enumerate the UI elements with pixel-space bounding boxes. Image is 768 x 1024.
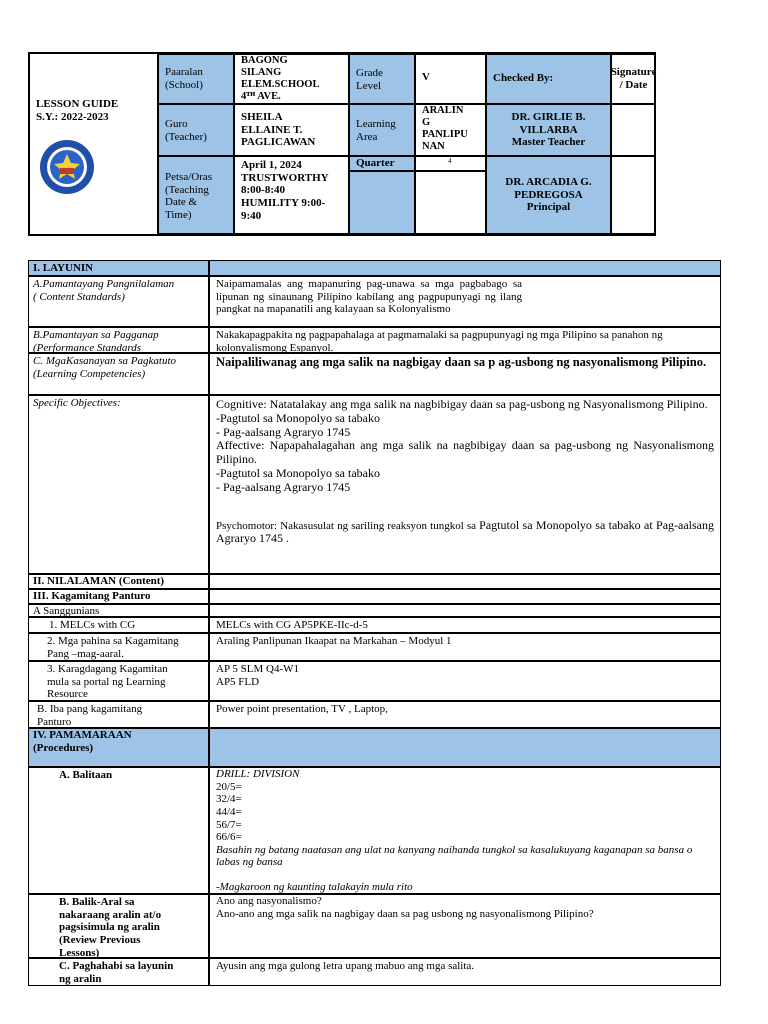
learning-area-label: Learning Area (349, 104, 415, 156)
psychomotor-objective: Psychomotor: Nakasusulat ng sariling reaksyon tungkol sa Pagtutol sa Monopolyo sa tabako at Pag-aalsang Agraryo 1745 . (216, 517, 714, 546)
quarter-value-cell (415, 156, 486, 171)
melcs-label: 1. MELCs with CG (28, 617, 209, 633)
balitaan-note: Basahin ng batang naatasan ang ulat na kanyang naihanda tungkol sa kasalukuyang kaganapan sa bansa o labas ng bansa (216, 843, 693, 869)
drill-items: 20/5= 32/4= 44/4= 56/7= 66/6= (216, 780, 242, 844)
kagamitan-value (209, 589, 721, 604)
lesson-guide-title-cell (30, 54, 158, 234)
pahina-value: Araling Panlipunan Ikaapat na Markahan – Modyul 1 (209, 633, 721, 661)
balik-aral-label: B. Balik-Aral sa nakaraang aralin at/o pagsisimula ng aralin (Review Previous Lessons) (28, 894, 209, 958)
content-standards-label: A.Pamantayang Pangnilalaman ( Content Standards) (28, 276, 209, 327)
cognitive-item-2: - Pag-aalsang Agraryo 1745 (216, 424, 351, 439)
checker2-name: DR. ARCADIA G. PEDREGOSA (505, 176, 592, 201)
sanggunian-value (209, 604, 721, 617)
content-standards-text: Naipamamalas ang mapanuring pag-unawa sa mga pagbabago sa lipunan ng sinaunang Pilipino kabilang ang pagpupunyagi ng ilang pangkat na mapanatili ang kalayaan sa Kolonyalismo (216, 278, 522, 316)
sanggunian-label: A Sanggunians (28, 604, 209, 617)
balitaan-label: A. Balitaan (28, 767, 209, 894)
nilalaman-value (209, 574, 721, 589)
layunin-heading: I. LAYUNIN (28, 260, 209, 276)
paaralan-value: BAGONG SILANG ELEM.SCHOOL 4ᵀᴴ AVE. (234, 54, 349, 104)
balitaan-cell (209, 767, 721, 894)
signature-date-label: Signature / Date (611, 54, 656, 104)
content-standards-cell (209, 276, 721, 327)
objectives-cell (209, 395, 721, 574)
checker1-role: Master Teacher (511, 136, 586, 149)
paghahabi-value: Ayusin ang mga gulong letra upang mabuo ang mga salita. (209, 958, 721, 986)
cognitive-objective: Cognitive: Natatalakay ang mga salik na nagbibigay daan sa pag-usbong ng Nasyonalismong Pilipino. (216, 397, 708, 411)
affective-item-1: -Pagtutol sa Monopolyo sa tabako (216, 465, 380, 480)
guro-label: Guro (Teacher) (158, 104, 234, 156)
checker2-cell (486, 156, 611, 234)
kagamitan-heading: III. Kagamitang Panturo (28, 589, 209, 604)
pahina-label: 2. Mga pahina sa Kagamitang Pang –mag-aaral. (28, 633, 209, 661)
quarter-value: 4 (448, 157, 452, 165)
quarter-label: Quarter (349, 156, 415, 171)
iba-pang-kagamitan-value: Power point presentation, TV , Laptop, (209, 701, 721, 728)
checker1-name: DR. GIRLIE B. VILLARBA (511, 111, 586, 136)
cognitive-item-1: -Pagtutol sa Monopolyo sa tabako (216, 410, 380, 425)
competencies-label: C. MgaKasanayan sa Pagkatuto (Learning Competencies) (28, 353, 209, 395)
balik-aral-value: Ano ang nasyonalismo? Ano-ano ang mga salik na nagbigay daan sa pag usbong ng nasyonalismong Pilipino? (209, 894, 721, 958)
signature-cell-1 (611, 104, 656, 156)
checker1-cell (486, 104, 611, 156)
layunin-heading-blank (209, 260, 721, 276)
grade-level-label: Grade Level (349, 54, 415, 104)
affective-objective: Affective: Napapahalagahan ang mga salik na nagbibigay daan sa pag-usbong ng Nasyonalismong Pilipino. (216, 438, 714, 467)
pamamaraan-heading: IV. PAMAMARAAN (Procedures) (28, 728, 209, 767)
competencies-text: Naipaliliwanag ang mga salik na nagbigay daan sa p ag-usbong ng nasyonalismong Pilipino. (209, 353, 721, 395)
guro-value: SHEILA ELLAINE T. PAGLICAWAN (234, 104, 349, 156)
petsa-label: Petsa/Oras (Teaching Date & Time) (158, 156, 234, 234)
nilalaman-heading: II. NILALAMAN (Content) (28, 574, 209, 589)
performance-standards-text: Nakakapagpakita ng pagpapahalaga at pagmamalaki sa pagpupunyagi ng mga Pilipino sa panahon ng kolonyalismong Espanyol. (209, 327, 721, 353)
petsa-value: April 1, 2024 TRUSTWORTHY 8:00-8:40 HUMILITY 9:00- 9:40 (234, 156, 349, 234)
performance-standards-label: B.Pamantayan sa Pagganap (Performance Standards (28, 327, 209, 353)
lesson-guide-title: LESSON GUIDE S.Y.: 2022-2023 (36, 98, 119, 123)
melcs-value: MELCs with CG AP5PKE-IIc-d-5 (209, 617, 721, 633)
karagdagan-value: AP 5 SLM Q4-W1 AP5 FLD (209, 661, 721, 701)
blank-cell-b (415, 171, 486, 234)
signature-cell-2 (611, 156, 656, 234)
checked-by-label: Checked By: (486, 54, 611, 104)
grade-level-value: V (415, 54, 486, 104)
learning-area-value: ARALIN G PANLIPU NAN (415, 104, 486, 156)
blank-cell-a (349, 171, 415, 234)
pamamaraan-heading-blank (209, 728, 721, 767)
paaralan-label: Paaralan (School) (158, 54, 234, 104)
deped-seal-icon (38, 138, 96, 196)
drill-title: DRILL: DIVISION (216, 768, 300, 780)
iba-pang-kagamitan-label: B. Iba pang kagamitang Panturo (28, 701, 209, 728)
balitaan-note-2: -Magkaroon ng kaunting talakayin mula rito (216, 881, 413, 894)
objectives-label: Specific Objectives: (28, 395, 209, 574)
karagdagan-label: 3. Karagdagang Kagamitan mula sa portal ng Learning Resource (28, 661, 209, 701)
checker2-role: Principal (526, 201, 571, 214)
paghahabi-label: C. Paghahabi sa layunin ng aralin (28, 958, 209, 986)
affective-item-2: - Pag-aalsang Agraryo 1745 (216, 479, 351, 494)
